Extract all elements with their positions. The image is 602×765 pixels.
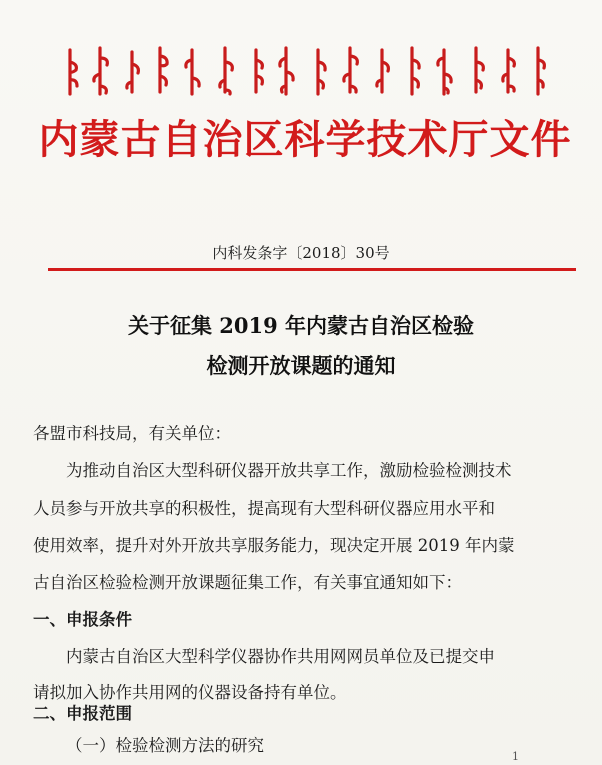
notice-title-line-1: 关于征集 2019 年内蒙古自治区检验 bbox=[127, 313, 475, 338]
intro-line-3: 使用效率，提升对外开放共享服务能力，现决定开展 2019 年内蒙 bbox=[33, 536, 515, 555]
intro-line-2: 人员参与开放共享的积极性，提高现有大型科研仪器应用水平和 bbox=[33, 499, 495, 518]
notice-title-line-2: 检测开放课题的通知 bbox=[206, 353, 396, 378]
red-divider-rule bbox=[48, 268, 576, 271]
section-1-line-1: 内蒙古自治区大型科学仪器协作共用网网员单位及已提交申 bbox=[66, 647, 495, 666]
section-1-line-2: 请拟加入协作共用网的仪器设备持有单位。 bbox=[33, 683, 347, 702]
mongolian-script-header bbox=[60, 40, 550, 100]
section-1-heading: 一、申报条件 bbox=[33, 610, 132, 629]
page-number: 1 bbox=[512, 750, 519, 763]
section-2-item-1: （一）检验检测方法的研究 bbox=[66, 736, 264, 755]
bleed-through-text bbox=[80, 10, 84, 26]
section-2-heading-visible: 二、申报范围 bbox=[33, 704, 132, 723]
salutation: 各盟市科技局，有关单位： bbox=[33, 424, 231, 443]
document-number: 内科发条字〔2018〕30号 bbox=[212, 244, 390, 262]
document-issuer-title: 内蒙古自治区科学技术厅文件 bbox=[38, 116, 572, 163]
intro-line-1: 为推动自治区大型科研仪器开放共享工作，激励检验检测技术 bbox=[66, 461, 512, 480]
intro-line-4: 古自治区检验检测开放课题征集工作，有关事宜通知如下： bbox=[33, 573, 462, 592]
